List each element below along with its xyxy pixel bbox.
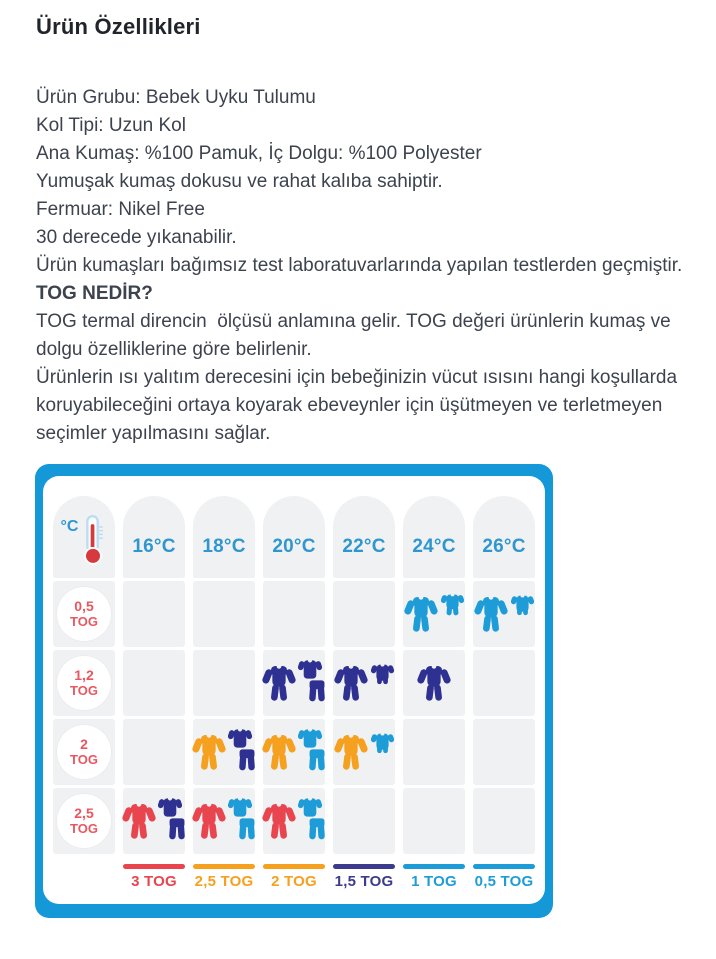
spec-line-product-group: Ürün Grubu: Bebek Uyku Tulumu (36, 87, 316, 108)
tog-row-value: 0,5 (74, 598, 94, 614)
legend-label: 3 TOG (131, 873, 177, 890)
temp-column-header (263, 496, 325, 578)
clothing-cluster (192, 728, 256, 776)
sleepsuit-icon (262, 802, 296, 840)
tog-row-unit: TOG (70, 614, 98, 629)
clothing-cluster (262, 797, 326, 845)
temp-column-label: 22°C (342, 536, 386, 557)
sleepsuit-icon (474, 595, 508, 633)
bodysuit-icon (371, 663, 394, 685)
clothing-lower (238, 817, 256, 845)
spec-line-sleeve-type: Kol Tipi: Uzun Kol (36, 115, 186, 136)
tshirt-icon (298, 728, 322, 749)
spec-line-texture: Yumuşak kumaş dokusu ve rahat kalıba sahiptir. (36, 171, 443, 192)
thermometer-header (61, 514, 108, 566)
clothing-second (371, 663, 394, 690)
clothing-cluster (122, 797, 186, 845)
sleepsuit-icon (122, 802, 156, 840)
tog-cell (263, 719, 325, 785)
tshirt-icon (228, 797, 252, 818)
tog-row-label (57, 794, 111, 848)
page-title: Ürün Özellikleri (36, 14, 201, 39)
clothing-subcolumn (298, 797, 326, 845)
tog-row-label-cell (53, 788, 115, 854)
bodysuit-icon (371, 732, 394, 754)
tog-chart (35, 464, 553, 918)
tog-cell (403, 788, 465, 854)
tog-legend (53, 864, 535, 890)
clothing-subcolumn (298, 728, 326, 776)
clothing-cluster (262, 728, 326, 776)
legend-bar (473, 864, 535, 869)
clothing-lower (308, 748, 326, 776)
tog-cell (263, 788, 325, 854)
clothing-cluster (334, 733, 394, 771)
spec-line-testing: Ürün kumaşları bağımsız test laboratuvarlarında yapılan testlerden geçmiştir. (36, 255, 683, 276)
bodysuit-icon (511, 594, 534, 616)
legend-item (473, 864, 535, 890)
sleepsuit-icon (262, 664, 296, 702)
sleepsuit-icon (192, 802, 226, 840)
legend-label: 1 TOG (411, 873, 457, 890)
tog-cell (123, 581, 185, 647)
sleepsuit-icon (192, 733, 226, 771)
clothing-subcolumn (298, 659, 326, 707)
tog-cell (193, 719, 255, 785)
legend-bar (333, 864, 395, 869)
tog-cell (333, 719, 395, 785)
tog-row-value: 2,5 (74, 805, 94, 821)
clothing-subcolumn (158, 797, 186, 845)
legend-item (123, 864, 185, 890)
pants-icon (308, 817, 326, 840)
tog-row-label (57, 587, 111, 641)
legend-item (333, 864, 395, 890)
pants-icon (238, 748, 256, 771)
legend-bar (123, 864, 185, 869)
tog-cell (263, 581, 325, 647)
tog-row-label (57, 656, 111, 710)
tog-definition-paragraph: TOG termal direncin ölçüsü anlamına gelir. TOG değeri ürünlerin kumaş ve dolgu özelliklerine göre belirlenir. (36, 311, 676, 360)
temp-column-header (193, 496, 255, 578)
spec-line-washing: 30 derecede yıkanabilir. (36, 227, 237, 248)
clothing-subcolumn (228, 797, 256, 845)
tog-row-unit: TOG (70, 683, 98, 698)
clothing-cluster (474, 595, 534, 633)
tshirt-icon (158, 797, 182, 818)
clothing-lower (308, 679, 326, 707)
temp-column-label: 20°C (272, 536, 316, 557)
tshirt-icon (298, 797, 322, 818)
tog-cell (123, 719, 185, 785)
legend-item (403, 864, 465, 890)
tog-cell (403, 581, 465, 647)
temp-column-label: 26°C (482, 536, 526, 557)
tog-cell (333, 650, 395, 716)
tog-cell (473, 719, 535, 785)
clothing-cluster (192, 797, 256, 845)
tshirt-icon (228, 728, 252, 749)
tog-section-heading: TOG NEDİR? (36, 283, 153, 304)
temp-column-label: 16°C (132, 536, 176, 557)
celsius-unit-label: °C (60, 518, 79, 535)
clothing-cluster (334, 664, 394, 702)
tog-benefit-paragraph: Ürünlerin ısı yalıtım derecesini için bebeğinizin vücut ısısını hangi koşullarda koruyabileceğini ortaya koyarak ebeveynler için üşütmeyen ve terletmeyen seçimler yapılmasını sağlar. (36, 367, 683, 444)
sleepsuit-icon (417, 664, 451, 702)
sleepsuit-icon (334, 733, 368, 771)
clothing-lower (168, 817, 186, 845)
tog-row-label-cell (53, 650, 115, 716)
tshirt-icon (298, 659, 322, 680)
legend-label: 2,5 TOG (194, 873, 254, 890)
tog-row-value: 1,2 (74, 667, 94, 683)
spec-line-zipper: Fermuar: Nikel Free (36, 199, 205, 220)
unit-column-header (53, 496, 115, 578)
clothing-cluster (417, 664, 451, 702)
tog-cell (333, 788, 395, 854)
legend-bar (403, 864, 465, 869)
sleepsuit-icon (404, 595, 438, 633)
legend-label: 2 TOG (271, 873, 317, 890)
temp-column-header (333, 496, 395, 578)
thermometer-icon (79, 514, 107, 566)
clothing-second (511, 594, 534, 621)
clothing-lower (238, 748, 256, 776)
temp-column-label: 24°C (412, 536, 456, 557)
clothing-cluster (262, 659, 326, 707)
pants-icon (238, 817, 256, 840)
tog-row-unit: TOG (70, 821, 98, 836)
spec-line-fabric: Ana Kumaş: %100 Pamuk, İç Dolgu: %100 Polyester (36, 143, 482, 164)
tog-cell (473, 581, 535, 647)
legend-bar (263, 864, 325, 869)
clothing-second (441, 593, 464, 621)
tog-grid (53, 496, 535, 854)
legend-label: 1,5 TOG (334, 873, 394, 890)
pants-icon (308, 679, 326, 702)
clothing-subcolumn (228, 728, 256, 776)
pants-icon (168, 817, 186, 840)
tog-row-unit: TOG (70, 752, 98, 767)
tog-cell (473, 788, 535, 854)
romper-icon (441, 593, 464, 616)
legend-spacer (53, 864, 115, 890)
tog-cell (263, 650, 325, 716)
clothing-second (371, 732, 394, 759)
tog-cell (403, 719, 465, 785)
tog-cell (403, 650, 465, 716)
tog-cell (123, 650, 185, 716)
tog-cell (193, 581, 255, 647)
legend-bar (193, 864, 255, 869)
temp-column-header (473, 496, 535, 578)
tog-cell (193, 788, 255, 854)
pants-icon (308, 748, 326, 771)
legend-item (263, 864, 325, 890)
sleepsuit-icon (334, 664, 368, 702)
tog-cell (333, 581, 395, 647)
tog-cell (123, 788, 185, 854)
tog-chart-card (43, 476, 545, 904)
product-specs (36, 84, 686, 448)
legend-label: 0,5 TOG (474, 873, 534, 890)
temp-column-header (123, 496, 185, 578)
temp-column-header (403, 496, 465, 578)
temp-column-label: 18°C (202, 536, 246, 557)
clothing-cluster (404, 595, 464, 633)
clothing-lower (308, 817, 326, 845)
tog-row-label-cell (53, 581, 115, 647)
sleepsuit-icon (262, 733, 296, 771)
legend-item (193, 864, 255, 890)
tog-cell (473, 650, 535, 716)
tog-row-value: 2 (80, 736, 88, 752)
tog-cell (193, 650, 255, 716)
tog-row-label (57, 725, 111, 779)
tog-row-label-cell (53, 719, 115, 785)
